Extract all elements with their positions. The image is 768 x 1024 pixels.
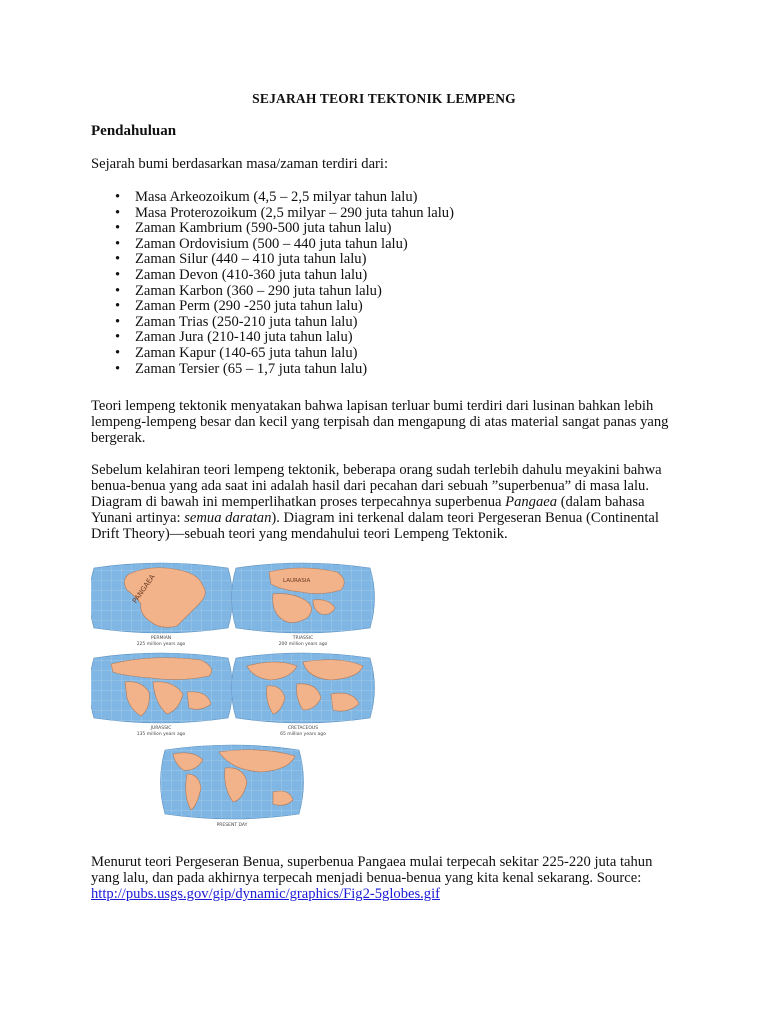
globe-caption: PRESENT DAY xyxy=(216,823,248,828)
section-heading: Pendahuluan xyxy=(91,123,177,139)
globe-caption: 65 million years ago xyxy=(280,732,326,737)
page-title: SEJARAH TEORI TEKTONIK LEMPENG xyxy=(252,91,516,106)
intro-text: Sejarah bumi berdasarkan masa/zaman terdiri dari: xyxy=(91,156,389,172)
continental-drift-globes-figure xyxy=(91,560,381,832)
paragraph-text: Sebelum kelahiran teori lempeng tektonik, beberapa orang sudah terlebih dahulu meyakini bahwa benua-benua yang ada saat ini adalah hasil dari pecahan dari sebuah ”superbenua” di masa lalu. Diagram di bawah ini memperlihatkan proses terpecahnya superbenua xyxy=(91,462,662,510)
paragraph-text: ). Diagram ini terkenal dalam teori Pergeseran Benua (Continental Drift Theory)—sebuah teori yang mendahului teori Lempeng Tektonik. xyxy=(91,510,659,542)
list-item: • Zaman Tersier (65 – 1,7 juta tahun lalu) xyxy=(91,362,454,378)
list-item: • Zaman Kambrium (590-500 juta tahun lalu) xyxy=(91,221,454,237)
semua-daratan-term: semua daratan xyxy=(184,510,272,526)
globe-cretaceous xyxy=(232,653,375,723)
paragraph-text: Menurut teori Pergeseran Benua, superbenua Pangaea mulai terpecah sekitar 225-220 juta tahun yang lalu, dan pada akhirnya terpecah menjadi benua-benua yang kita kenal sekarang. Source: xyxy=(91,854,653,886)
paragraph-text: (dalam bahasa Yunani artinya: xyxy=(91,494,645,526)
globe-jurassic xyxy=(91,653,233,723)
list-item: • Zaman Perm (290 -250 juta tahun lalu) xyxy=(91,299,454,315)
globe-caption: 225 million years ago xyxy=(136,642,186,647)
list-item: • Masa Arkeozoikum (4,5 – 2,5 milyar tahun lalu) xyxy=(91,190,454,206)
globe-triassic xyxy=(232,563,375,633)
list-item: • Zaman Devon (410-360 juta tahun lalu) xyxy=(91,268,454,284)
source-link[interactable]: http://pubs.usgs.gov/gip/dynamic/graphics/Fig2-5globes.gif xyxy=(91,886,441,902)
globe-caption: JURASSIC xyxy=(150,726,172,731)
globe-permian xyxy=(91,563,233,633)
list-item: • Masa Proterozoikum (2,5 milyar – 290 juta tahun lalu) xyxy=(91,206,454,222)
globe-label-laurasia: LAURASIA xyxy=(283,578,311,584)
globe-caption: TRIASSIC xyxy=(292,636,314,641)
paragraph-drift xyxy=(91,854,681,902)
paragraph-pangaea xyxy=(91,462,681,542)
globe-caption: 135 million years ago xyxy=(136,732,186,737)
list-item: • Zaman Ordovisium (500 – 440 juta tahun lalu) xyxy=(91,237,454,253)
list-item: • Zaman Jura (210-140 juta tahun lalu) xyxy=(91,330,454,346)
globe-label-pangaea: PANGAEA xyxy=(131,573,157,605)
globe-caption: 200 million years ago xyxy=(278,642,328,647)
paragraph-tectonics: Teori lempeng tektonik menyatakan bahwa lapisan terluar bumi terdiri dari lusinan bahkan lebih lempeng-lempeng besar dan kecil yang terpisah dan mengapung di atas material sangat panas yang bergerak. xyxy=(91,398,669,446)
list-item: • Zaman Kapur (140-65 juta tahun lalu) xyxy=(91,346,454,362)
era-list xyxy=(91,190,454,377)
pangaea-term: Pangaea xyxy=(505,494,558,510)
globe-caption: CRETACEOUS xyxy=(287,726,319,731)
list-item: • Zaman Silur (440 – 410 juta tahun lalu) xyxy=(91,252,454,268)
globe-present-day xyxy=(161,745,304,819)
globe-caption: PERMIAN xyxy=(150,636,172,641)
list-item: • Zaman Karbon (360 – 290 juta tahun lalu) xyxy=(91,284,454,300)
list-item: • Zaman Trias (250-210 juta tahun lalu) xyxy=(91,315,454,331)
